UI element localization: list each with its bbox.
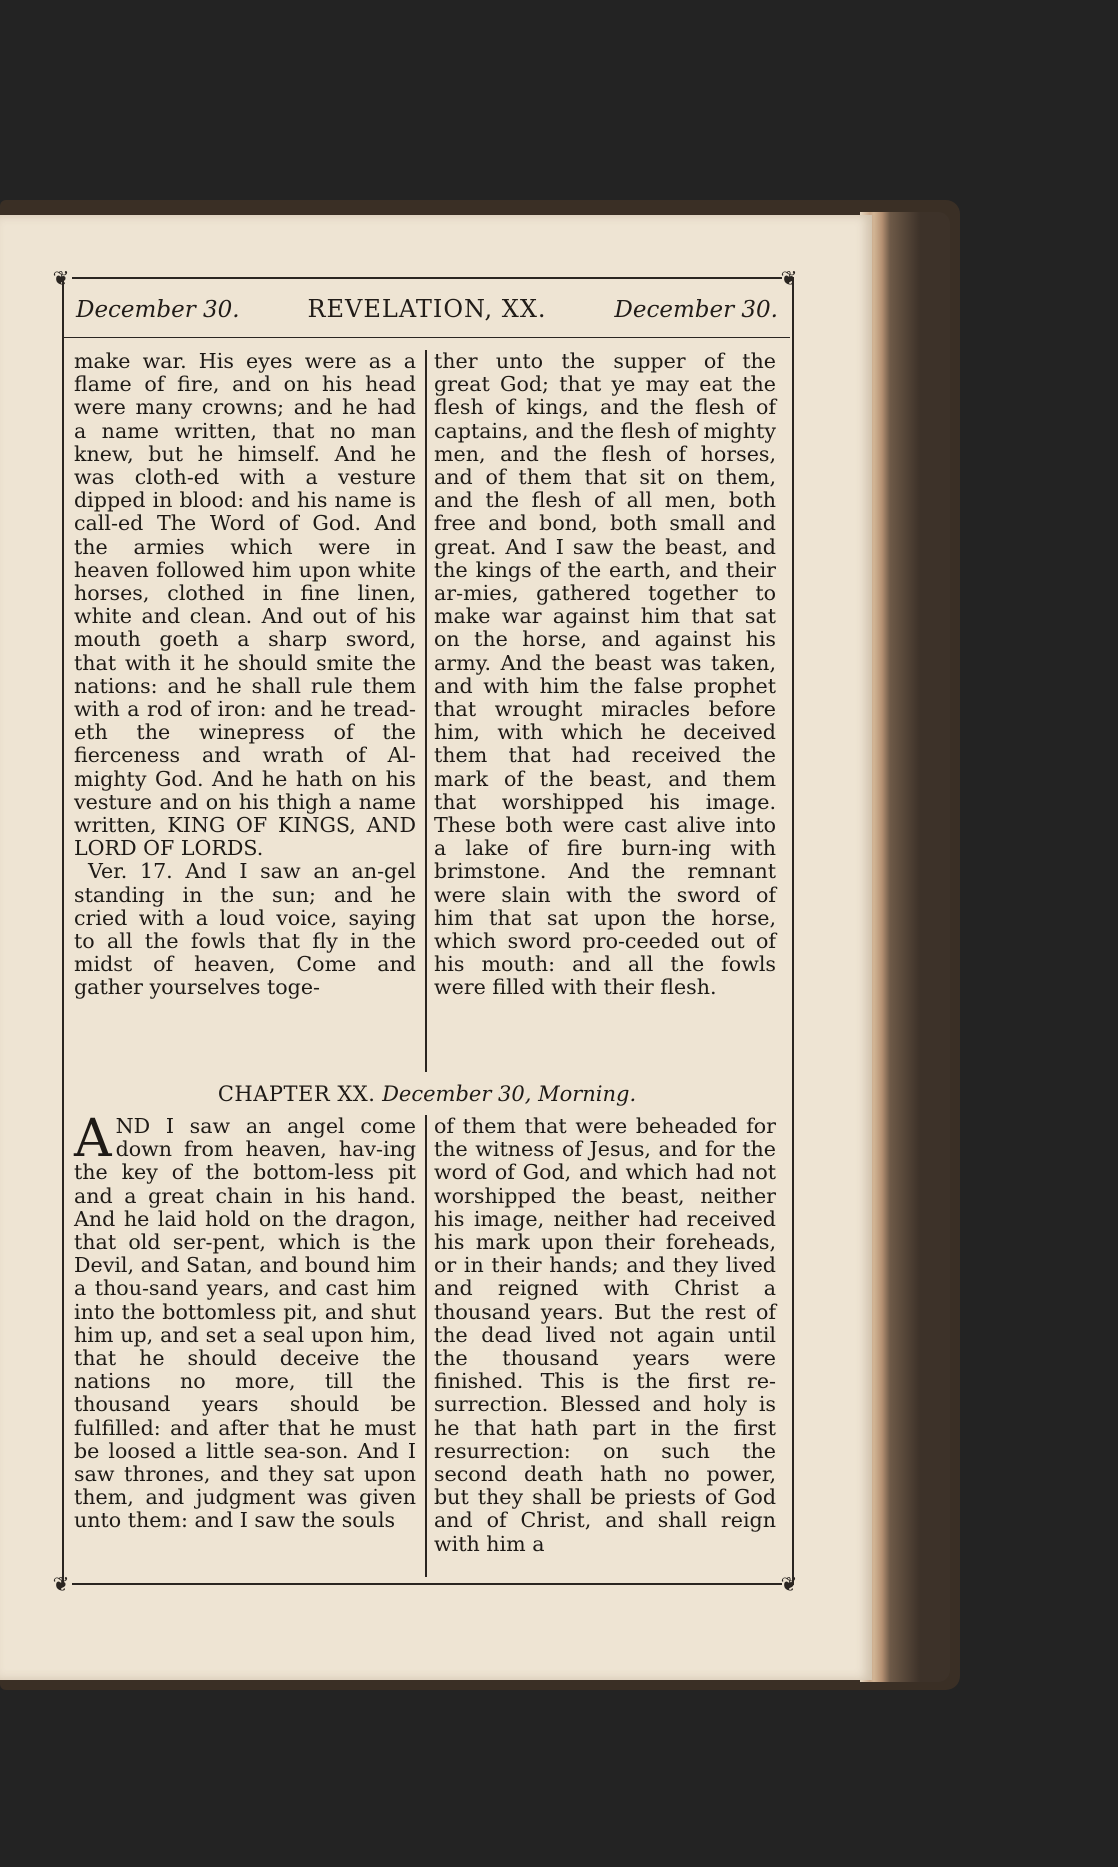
chapter-date: December 30, Morning.	[382, 1082, 637, 1106]
corner-ornament-icon: ❦	[780, 266, 798, 290]
chapter-title: CHAPTER XX.	[217, 1082, 376, 1106]
head-rule	[64, 337, 790, 338]
bottom-rule	[72, 1583, 782, 1585]
chapter-heading	[64, 1082, 790, 1106]
column-divider	[425, 1115, 427, 1577]
bottom-left-text: ND I saw an angel come down from heaven, hav-ing the key of the bottom-less pit and a great chain in his hand. And he laid hold on the dragon, that old ser-pent, which is the Devil, and Satan, and bound him a thou-sand years, and cast him into the bottomless pit, and shut him up, and set a seal upon him, that he should deceive the nations no more, till the thousand years should be fulfilled: and after that he must be loosed a little sea-son. And I saw thrones, and they sat upon them, and judgment was given unto them: and I saw the souls	[74, 1114, 416, 1533]
corner-ornament-icon: ❦	[52, 266, 70, 290]
running-head-right-date: December 30.	[614, 297, 778, 323]
top-right-paragraph: ther unto the supper of the great God; that ye may eat the flesh of kings, and the flesh of captains, and the flesh of mighty men, and the flesh of horses, and of them that sit on them, and the flesh of all men, both free and bond, both small and great. And I saw the beast, and the kings of the earth, and their ar-mies, gathered together to make war against him that sat on the horse, and against his army. And the beast was taken, and with him the false prophet that wrought miracles before him, with which he deceived them that had received the mark of the beast, and them that worshipped his image. These both were cast alive into a lake of fire burn-ing with brimstone. And the remnant were slain with the sword of him that sat upon the horse, which sword pro-ceeded out of his mouth: and all the fowls were filled with their flesh.	[434, 349, 776, 1000]
top-left-paragraph: Ver. 17. And I saw an an-gel standing in the sun; and he cried with a loud voice, saying to all the fowls that fly in the midst of heaven, Come and gather yourselves toge-	[74, 859, 416, 1000]
bottom-left-column	[74, 1109, 416, 1533]
column-divider	[425, 350, 427, 1072]
page-edges	[860, 212, 950, 1682]
top-left-column	[74, 350, 416, 1000]
running-head	[76, 295, 778, 331]
bottom-right-column	[434, 1115, 776, 1556]
drop-cap: A	[74, 1109, 112, 1169]
corner-ornament-icon: ❦	[780, 1572, 798, 1596]
running-head-left-date: December 30.	[76, 297, 240, 323]
bottom-right-paragraph: of them that were beheaded for the witness of Jesus, and for the word of God, and which had not worshipped the beast, neither his image, neither had received his mark upon their foreheads, or in their hands; and they lived and reigned with Christ a thousand years. But the rest of the dead lived not again until the thousand years were finished. This is the first re-surrection. Blessed and holy is he that hath part in the first resurrection: on such the second death hath no power, but they shall be priests of God and of Christ, and shall reign with him a	[434, 1114, 776, 1556]
top-rule	[72, 277, 782, 279]
book-page	[0, 215, 872, 1680]
top-left-paragraph: make war. His eyes were as a flame of fire, and on his head were many crowns; and he had a name written, that no man knew, but he himself. And he was cloth-ed with a vesture dipped in blood: and his name is call-ed The Word of God. And the armies which were in heaven followed him upon white horses, clothed in fine linen, white and clean. And out of his mouth goeth a sharp sword, that with it he should smite the nations: and he shall rule them with a rod of iron: and he tread-eth the winepress of the fierceness and wrath of Al-mighty God. And he hath on his vesture and on his thigh a name written, KING OF KINGS, AND LORD OF LORDS.	[74, 349, 416, 861]
top-right-column	[434, 350, 776, 1000]
running-head-title: REVELATION, XX.	[307, 295, 547, 323]
bottom-left-paragraph	[74, 1109, 416, 1533]
corner-ornament-icon: ❦	[52, 1572, 70, 1596]
